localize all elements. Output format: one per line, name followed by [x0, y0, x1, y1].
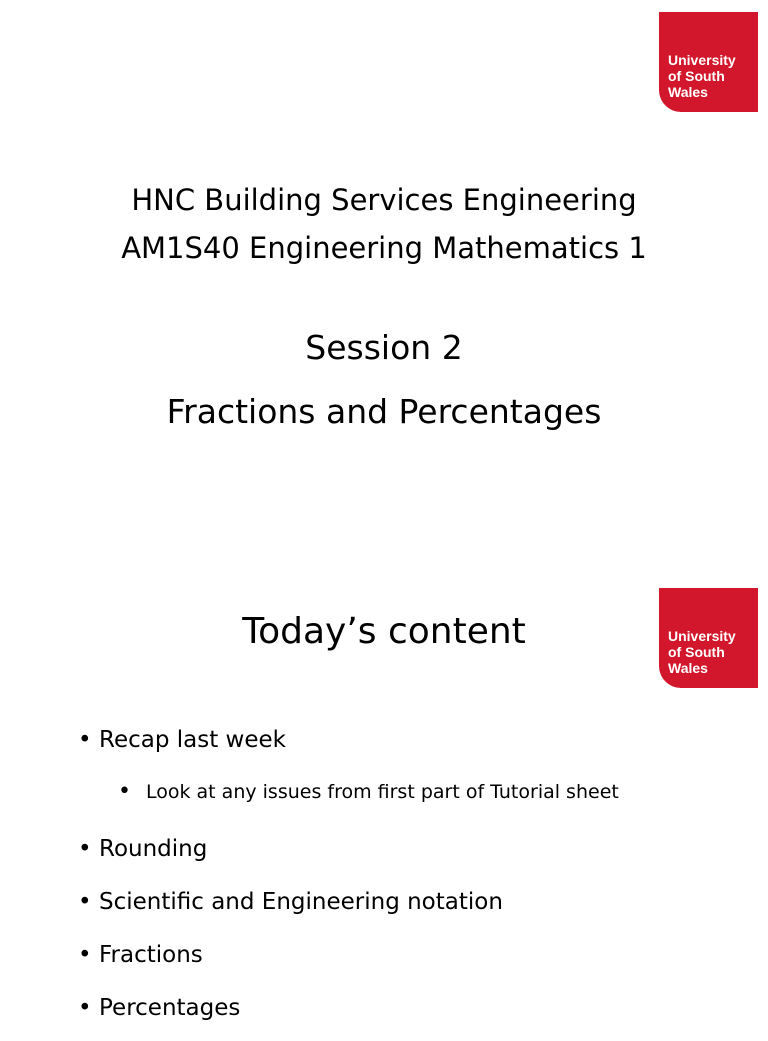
bullet-icon: • — [78, 995, 92, 1021]
course-heading — [0, 176, 768, 272]
content-slide — [0, 576, 768, 1024]
logo-line-3: Wales — [668, 660, 708, 676]
session-topic: Fractions and Percentages — [166, 392, 602, 431]
bullet-text: Percentages — [99, 995, 241, 1021]
logo-line-1: University — [668, 628, 736, 644]
module-title: AM1S40 Engineering Mathematics 1 — [121, 231, 647, 265]
logo-line-2: of South — [668, 68, 725, 84]
bullet-text: Fractions — [99, 942, 203, 968]
list-item — [78, 829, 619, 882]
list-item — [78, 773, 619, 829]
session-number: Session 2 — [305, 328, 463, 367]
logo-line-3: Wales — [668, 84, 708, 100]
content-title: Today’s content — [242, 611, 526, 652]
list-item — [78, 882, 619, 935]
bullet-icon: • — [118, 779, 131, 804]
university-logo — [659, 12, 758, 112]
list-item — [78, 988, 619, 1041]
course-title: HNC Building Services Engineering — [131, 183, 637, 217]
list-item — [78, 720, 619, 773]
bullet-icon: • — [78, 836, 92, 862]
logo-line-1: University — [668, 52, 736, 68]
session-heading — [0, 316, 768, 444]
bullet-text: Look at any issues from first part of Tutorial sheet — [146, 781, 619, 803]
logo-line-2: of South — [668, 644, 725, 660]
bullet-text: Recap last week — [99, 727, 286, 753]
bullet-icon: • — [78, 889, 92, 915]
bullet-text: Rounding — [99, 836, 208, 862]
bullet-icon: • — [78, 727, 92, 753]
bullet-text: Scientific and Engineering notation — [99, 889, 503, 915]
list-item — [78, 935, 619, 988]
bullet-icon: • — [78, 942, 92, 968]
bullet-list — [78, 720, 619, 1041]
